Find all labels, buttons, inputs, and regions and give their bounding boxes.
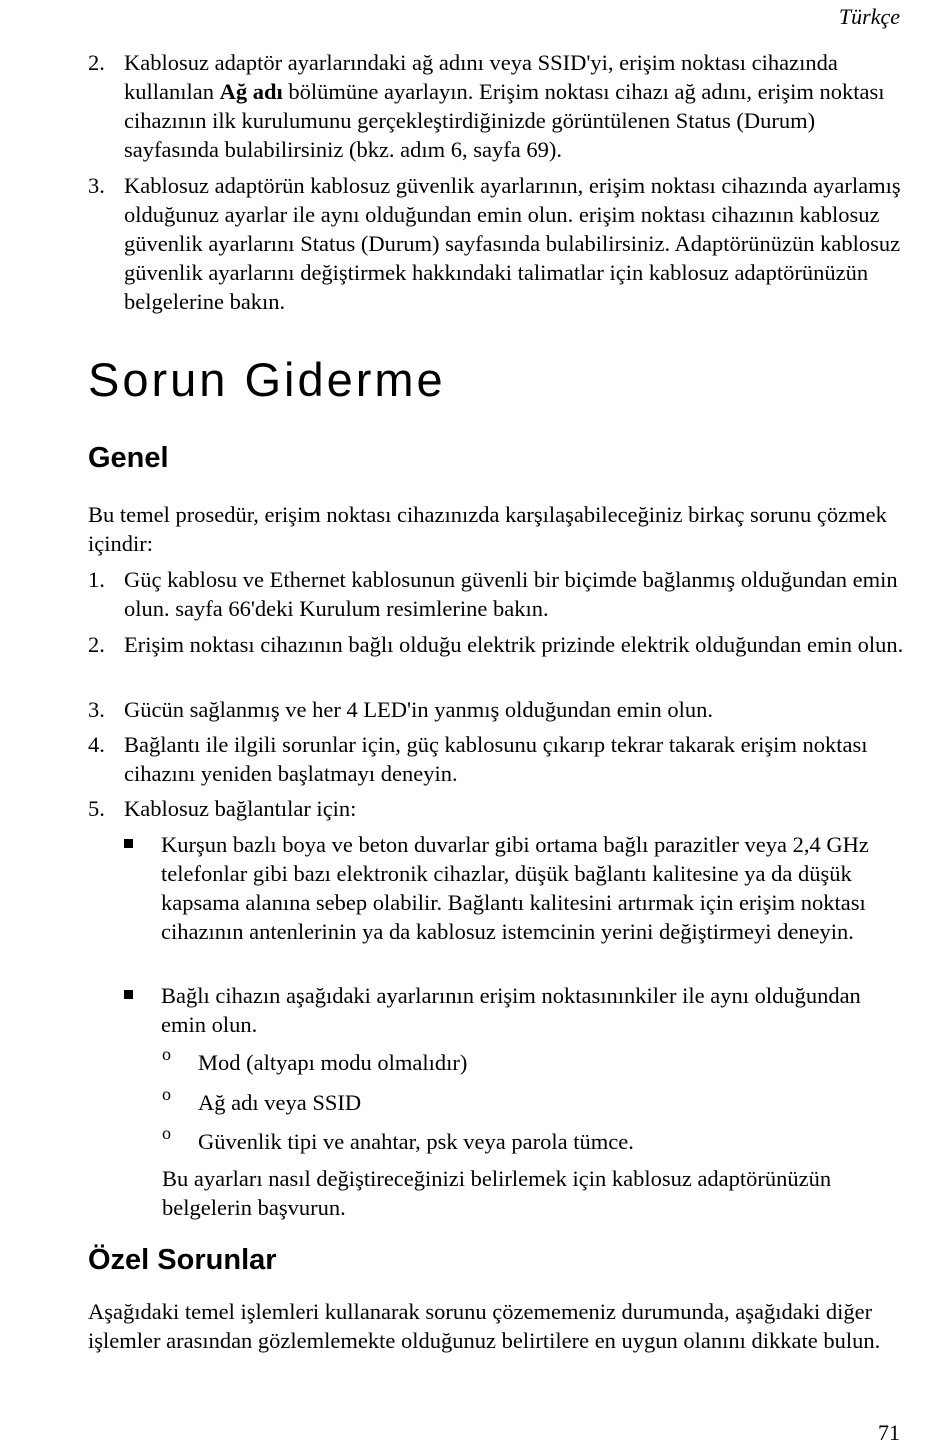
list-number: 2.: [88, 632, 105, 657]
subsection-heading-specific: Özel Sorunlar: [88, 1244, 277, 1276]
list-number: 3.: [88, 697, 105, 722]
list-number: 2.: [88, 50, 105, 75]
list-number: 3.: [88, 173, 105, 198]
sub-list-item: [162, 1044, 902, 1077]
paragraph-text: Bu ayarları nasıl değiştireceğinizi belirlemek için kablosuz adaptörünüzün belgelerin başvurun.: [162, 1166, 832, 1220]
paragraph-text: Bu temel prosedür, erişim noktası cihazınızda karşılaşabileceğiniz birkaç sorunu çözmek içindir:: [88, 502, 887, 556]
list-item: [88, 630, 908, 659]
list-item: [88, 695, 908, 724]
list-item: [88, 565, 908, 623]
text-span: bölümüne ayarlayın. Erişim noktası cihazı ağ adını, erişim noktası cihazının ilk kurulumunu gerçekleştirdiğinizde görüntülenen Status (Durum) sayfasında bulabilirsiniz (bkz. adım 6, sayfa 69).: [124, 79, 885, 162]
intro-paragraph: [88, 500, 908, 558]
bold-term: Ağ adı: [219, 79, 283, 104]
sub-list-item: [162, 1084, 902, 1117]
bullet-text: Bağlı cihazın aşağıdaki ayarlarının erişim noktasınınkiler ile aynı olduğundan emin olun.: [161, 983, 861, 1037]
square-bullet-icon: [124, 990, 133, 999]
list-item: [88, 171, 908, 316]
bullet-text: Kurşun bazlı boya ve beton duvarlar gibi ortama bağlı parazitler veya 2,4 GHz telefonlar gibi bazı elektronik cihazlar, düşük bağlantı kalitesine ya da düşük kapsama alanına sebep olabilir. Bağlantı kalitesini artırmak için erişim noktası cihazının antenlerinin ya da kablosuz istemcinin yerini değiştirmeyi deneyin.: [161, 832, 869, 944]
list-text: Güç kablosu ve Ethernet kablosunun güvenli bir biçimde bağlanmış olduğundan emin olun. sayfa 66'deki Kurulum resimlerine bakın.: [124, 567, 898, 621]
list-item: [88, 48, 908, 164]
paragraph-text: Aşağıdaki temel işlemleri kullanarak sorunu çözememeniz durumunda, aşağıdaki diğer işlemler arasından gözlemlemekte olduğunuz belirtilere en uygun olanını dikkate bulun.: [88, 1299, 881, 1353]
list-text: Kablosuz adaptörün kablosuz güvenlik ayarlarının, erişim noktası cihazında ayarlamış olduğunuz ayarlar ile aynı olduğundan emin olun. erişim noktası cihazının kablosuz güvenlik ayarlarını Status (Durum) sayfasında bulabilirsiniz. Adaptörünüzün kablosuz güvenlik ayarlarını değiştirmek hakkındaki talimatlar için kablosuz adaptörünüzün belgelerine bakın.: [124, 173, 901, 314]
specific-paragraph: [88, 1297, 908, 1355]
page-header-language: Türkçe: [838, 4, 900, 29]
list-number: 4.: [88, 732, 105, 757]
list-item: [88, 730, 908, 788]
list-text: Kablosuz bağlantılar için:: [124, 796, 357, 821]
section-title: Sorun Giderme: [88, 353, 446, 406]
page-number: 71: [878, 1420, 900, 1445]
sub-list-text: Güvenlik tipi ve anahtar, psk veya parola tümce.: [198, 1129, 634, 1154]
list-text: Erişim noktası cihazının bağlı olduğu elektrik prizinde elektrik olduğundan emin olun.: [124, 632, 904, 657]
list-number: 1.: [88, 567, 105, 592]
circle-bullet-icon: o: [162, 1123, 171, 1143]
list-text: Bağlantı ile ilgili sorunlar için, güç kablosunu çıkarıp tekrar takarak erişim noktası cihazını yeniden başlatmayı deneyin.: [124, 732, 868, 786]
text-span: Kablosuz adaptör ayarlarındaki ağ adını veya SSID'yi, erişim noktası cihazında kullanılan: [124, 50, 838, 104]
bullet-item: [124, 830, 904, 946]
circle-bullet-icon: o: [162, 1084, 171, 1104]
sub-list-text: Mod (altyapı modu olmalıdır): [198, 1050, 468, 1075]
list-item: [88, 794, 908, 823]
closing-paragraph: [162, 1164, 902, 1222]
bullet-item: [124, 981, 904, 1039]
subsection-heading-general: Genel: [88, 442, 169, 474]
list-text: Gücün sağlanmış ve her 4 LED'in yanmış olduğundan emin olun.: [124, 697, 713, 722]
sub-list-text: Ağ adı veya SSID: [198, 1090, 362, 1115]
circle-bullet-icon: o: [162, 1044, 171, 1064]
list-text: [124, 48, 908, 164]
sub-list-item: [162, 1123, 902, 1156]
list-number: 5.: [88, 796, 105, 821]
square-bullet-icon: [124, 839, 133, 848]
